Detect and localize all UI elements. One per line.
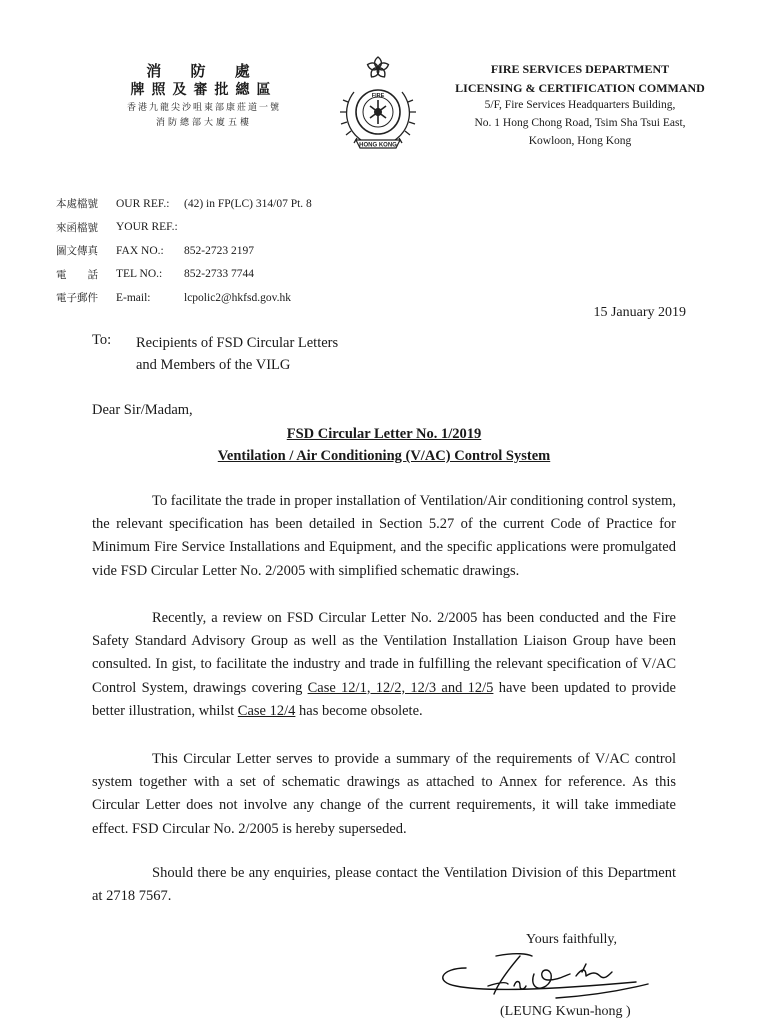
signature-icon xyxy=(436,946,656,1008)
paragraph-2-text-a: Recently, a review on FSD Circular Letter No. 2/2005 has been conducted and the Fire Safety Standard Advisory Group as well as the Ventilation Installation Liaison Group have been consulted. In gist, to facilitate the industry and trade in fulfilling the relevant specification of V/AC Control System, drawings covering xyxy=(92,610,676,696)
tel-value: 852-2733 7744 xyxy=(184,268,254,281)
recipients-line1: Recipients of FSD Circular Letters xyxy=(136,335,339,351)
ref-row-our-ref xyxy=(56,192,312,216)
reference-block xyxy=(56,192,312,310)
address-line3: Kowloon, Hong Kong xyxy=(528,134,632,147)
paragraph-2-text-c: has become obsolete. xyxy=(295,702,423,719)
recipients xyxy=(136,332,338,376)
cases-updated: Case 12/1, 12/2, 12/3 and 12/5 xyxy=(307,679,494,696)
ref-label: FAX NO.: xyxy=(116,244,164,257)
fax-value: 852-2723 2197 xyxy=(184,244,254,257)
ref-row-tel xyxy=(56,263,312,287)
command-name: LICENSING & CERTIFICATION COMMAND xyxy=(455,80,705,95)
paragraph-2 xyxy=(92,607,676,723)
ref-row-email xyxy=(56,286,312,310)
ref-label-cn: 來函檔號 xyxy=(56,221,98,234)
emblem-text-top: FIRE xyxy=(371,93,385,99)
recipients-line2: and Members of the VILG xyxy=(136,357,291,373)
ref-label-cn: 本處檔號 xyxy=(56,198,98,211)
ref-label: TEL NO.: xyxy=(116,268,163,281)
ref-label: E-mail: xyxy=(116,291,151,304)
ref-label-cn: 電子郵件 xyxy=(56,292,98,305)
ref-label: YOUR REF.: xyxy=(116,221,178,234)
email-value: lcpolic2@hkfsd.gov.hk xyxy=(184,291,291,304)
letter-date: 15 January 2019 xyxy=(593,305,686,320)
closing: Yours faithfully, xyxy=(526,932,618,947)
signer-name: (LEUNG Kwun-hong ) xyxy=(500,1004,631,1019)
our-ref-value: (42) in FP(LC) 314/07 Pt. 8 xyxy=(184,197,312,210)
circular-subject: Ventilation / Air Conditioning (V/AC) Control System xyxy=(217,448,551,464)
ref-label: OUR REF.: xyxy=(116,197,170,210)
to-label: To: xyxy=(92,332,112,348)
dept-name: FIRE SERVICES DEPARTMENT xyxy=(490,62,670,76)
salutation: Dear Sir/Madam, xyxy=(92,402,193,418)
paragraph-4: Should there be any enquiries, please contact the Ventilation Division of this Department at 2718 7567. xyxy=(92,865,676,905)
header-chinese xyxy=(88,62,320,128)
paragraph-2-text-b: have been updated to provide better illustration, whilst xyxy=(92,679,676,719)
fire-services-emblem-icon xyxy=(334,52,422,152)
ref-row-fax xyxy=(56,239,312,263)
case-obsolete: Case 12/4 xyxy=(237,702,296,719)
paragraph-3: This Circular Letter serves to provide a summary of the requirements of V/AC control system together with a set of schematic drawings as attached to Annex for reference. As this Circular Letter does not involve any change of the current requirements, it will take immediate effect. FSD Circular No. 2/2005 is hereby superseded. xyxy=(92,751,676,837)
dept-name-cn: 消 防 處 xyxy=(146,62,262,80)
command-name-cn: 牌照及審批總區 xyxy=(130,82,278,98)
paragraph-1: To facilitate the trade in proper installation of Ventilation/Air conditioning control system, the relevant specification has been detailed in Section 5.27 of the current Code of Practice for Minimum Fire Service Installations and Equipment, and the specific applications were promulgated vide FSD Circular Letter No. 2/2005 with simplified schematic drawings. xyxy=(92,493,676,579)
ref-label-cn: 電 話 xyxy=(56,268,98,281)
address-line1: 5/F, Fire Services Headquarters Building, xyxy=(484,99,676,112)
ref-label-cn: 圖文傳真 xyxy=(56,245,98,258)
circular-title: FSD Circular Letter No. 1/2019 xyxy=(286,426,482,442)
header-english xyxy=(440,60,720,151)
address-cn-line1: 香港九龍尖沙咀東部康莊道一號 xyxy=(126,102,281,113)
address-cn-line2: 消防總部大廈五樓 xyxy=(155,117,252,128)
ref-row-your-ref xyxy=(56,216,312,240)
address-line2: No. 1 Hong Chong Road, Tsim Sha Tsui East, xyxy=(474,117,686,129)
emblem-text-bottom: HONG KONG xyxy=(359,142,397,149)
